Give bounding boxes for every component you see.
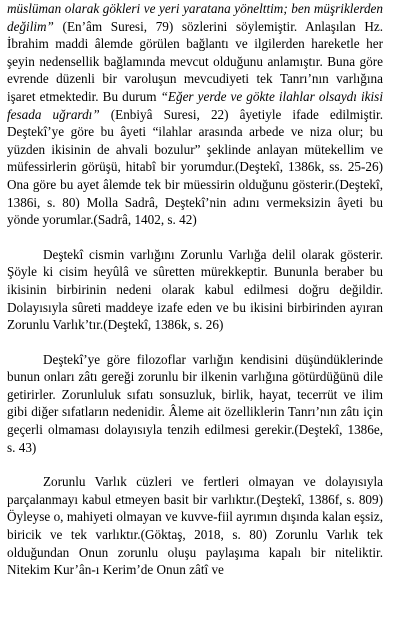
body-text: (Enbiyâ Suresi, 22) âyetiyle ifade edilmiştir. Deştekî’ye göre bu âyeti “ilahlar arasında arbede ve niza olur; bu yüzden ikisinin de ahvali bozulur” şeklinde anlayan mütekellim ve müfessirlerin görüşü, hitabî bir yorumdur.(Deştekî, 1386k, ss. 25-26) Ona göre bu ayet âlemde tek bir müessirin olduğunu gösterir.(Deştekî, 1386i, s. 80) Molla Sadrâ, Deştekî’nin adını vermeksizin âyeti bu yönde yorumlar.(Sadrâ, 1402, s. 42) (7, 106, 383, 228)
paragraph-necessity-attributes (7, 351, 383, 457)
document-page (7, 0, 383, 579)
body-text: Deştekî cismin varlığını Zorunlu Varlığa delil olarak gösterir. Şöyle ki cisim heyûlâ ve sûretten mürekkeptir. Bununla beraber bu ikisinin birbirinin nedeni olarak kabul edilmesi doğru değildir. Dolayısıyla sûreti maddeye izafe eden ve bu ikisini birbirinden ayıran Zorunlu Varlık’tır.(Deştekî, 1386k, s. 26) (7, 246, 383, 333)
body-text: Zorunlu Varlık cüzleri ve fertleri olmayan ve dolayısıyla parçalanmayı kabul etmeyen basit bir varlıktır.(Deştekî, 1386f, s. 809) Öyleyse o, mahiyeti olmayan ve kuvve-fiil ayrımın dışında kalan eşsiz, biricik ve tek varlıktır.(Göktaş, 2018, s. 80) Zorunlu Varlık tek olduğundan Onun zorunlu oluşu paylaşıma kapalı bir niteliktir. Nitekim Kur’ân-ı Kerim’de Onun zâtî ve (7, 474, 383, 578)
paragraph-simple-being (7, 473, 383, 579)
paragraph-ibrahim-argument (7, 0, 383, 229)
body-text: Deştekî’ye göre filozoflar varlığın kendisini düşündüklerinde bunun onları zâtı gereği zorunlu bir ilkenin varlığına götürdüğünü dile getirirler. Zorunluluk sıfatı sonsuzluk, birlik, hayat, tecerrüt ve ilim gibi diğer sıfatların nedenidir. Âleme ait özelliklerin Tanrı’nın zâtı için geçerli olmaması dolayısıyla tenzih edilmesi gerekir.(Deştekî, 1386e, s. 43) (7, 351, 383, 455)
paragraph-body-argument (7, 246, 383, 334)
body-text: (En’âm Suresi, 79) sözlerini söylemiştir. Anlaşılan Hz. İbrahim maddi âlemde görülen bağlantı ve ilgilerden hareketle her şeyin nedensellik bağlamında mevcut olduğunu anlamıştır. Buna göre evrende düzenli bir varoluşun mevcudiyeti tek Tanrı’nın varlığına işaret etmektedir. Bu durum (7, 18, 383, 104)
quote-enbiya-22: “Eğer yerde ve gökte ilahlar olsaydı ikisi fesada uğrardı” (7, 88, 383, 122)
quote-enam-79: müslüman olarak gökleri ve yeri yaratana yöneltti​m; ben müşriklerden değilim” (7, 1, 383, 34)
